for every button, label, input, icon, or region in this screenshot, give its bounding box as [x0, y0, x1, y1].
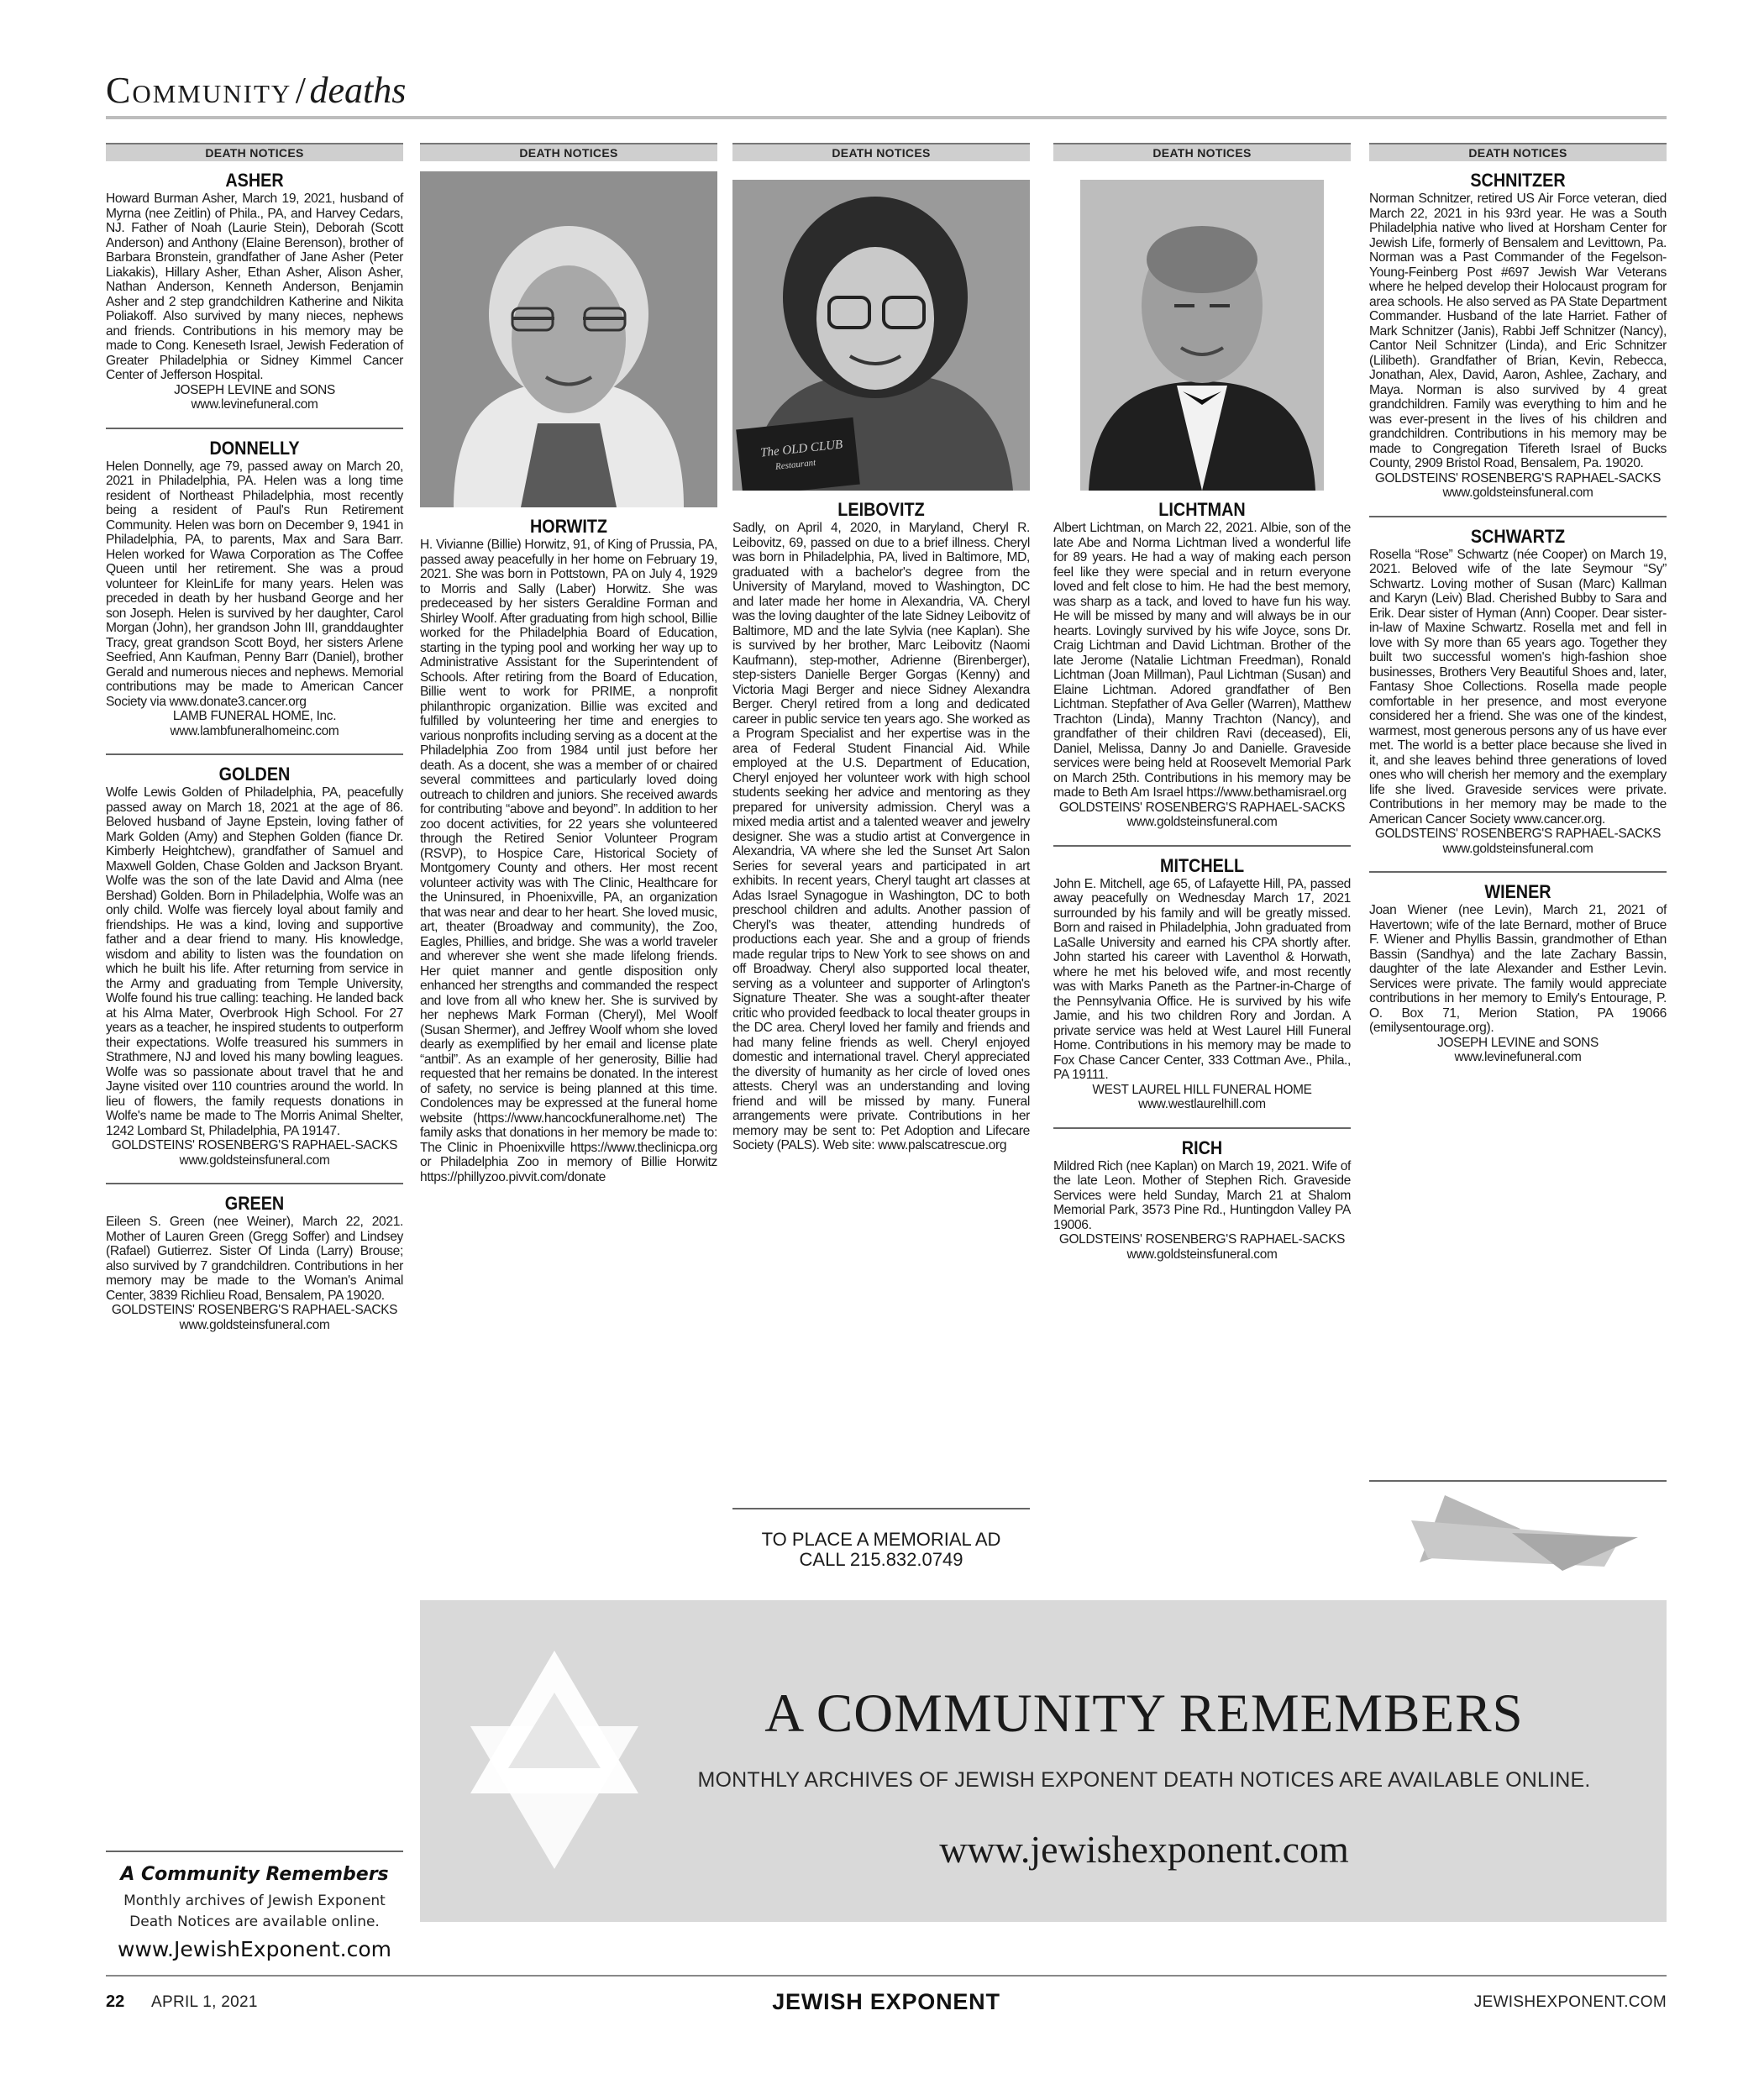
funeral-home: GOLDSTEINS' ROSENBERG'S RAPHAEL-SACKS: [1374, 470, 1662, 486]
column-header: DEATH NOTICES: [1369, 143, 1667, 161]
footer-website-link[interactable]: JEWISHEXPONENT.COM: [1473, 1993, 1667, 2011]
section-title: Community: [106, 70, 292, 111]
funeral-home: LAMB FUNERAL HOME, Inc.: [172, 709, 337, 723]
funeral-home-website[interactable]: www.goldsteinsfuneral.com: [1442, 486, 1593, 500]
memorial-ad-phone[interactable]: CALL 215.832.0749: [799, 1549, 963, 1570]
funeral-home: GOLDSTEINS' ROSENBERG'S RAPHAEL-SACKS: [1058, 800, 1346, 815]
section-slash: /: [295, 70, 306, 111]
header-rule: [106, 116, 1667, 119]
notice-body: Norman Schnitzer, retired US Air Force veteran, died March 22, 2021 in his 93rd year. He was a South Philadelphia native who lived at Horsham Center for Jewish Life, formerly of Bensalem and Levittown, Pa. Norman was a Past Commander of the Fegelson-Young-Feinberg Post #697 Jewish War Veterans where he helped develop their Holocaust program for area schools. He also served as PA State Department Commander. Husband of the late Harriet. Father of Mark Schnitzer (Janis), Rabbi Jeff Schnitzer (Nancy), Cantor Neil Schnitzer (Linda), and Eric Schnitzer (Lilibeth). Grandfather of Brian, Kevin, Rebecca, Jonathan, Alex, David, Aaron, Ashlee, Zachary, and Maya. Norman is also survived by 4 great grandchildren. Family was everything to him and he was ever-present in the lives of his children and grandchildren. Contributions in his memory may be made to Congregation Tifereth Israel of Bucks County, 2909 Bristol Road, Bensalem, Pa. 19020.: [1369, 192, 1667, 470]
star-of-david-icon: [454, 1634, 655, 1886]
notice-body: Helen Donnelly, age 79, passed away on March 20, 2021 in Philadelphia, PA. Helen was a long time resident of Northeast Philadelphia, most recently being a resident of Paul's Run Retirement Community. Helen was born on December 9, 1941 in Philadelphia, PA, to parents, Max and Sara Barr. Helen worked for Wawa Corporation as The Coffee Queen until her retirement. She was a proud volunteer for KleinLife for many years. Helen was preceded in death by her husband George and her son Joseph. Helen is survived by her daughter, Carol Morgan (John), her grandson John III, granddaughter Tracy, great grandson Scott Boyd, her sisters Arlene Seefried, Ann Kaufman, Penny Barr (Daniel), brother Gerald and numerous nieces and nephews. Memorial contributions may be made to American Cancer Society via www.donate3.cancer.org: [106, 459, 403, 709]
funeral-home-website[interactable]: www.levinefuneral.com: [1454, 1050, 1582, 1064]
funeral-home-website[interactable]: www.lambfuneralhomeinc.com: [170, 723, 339, 738]
promo-url-link[interactable]: www.JewishExponent.com: [118, 1937, 391, 1961]
death-notice: [106, 753, 403, 1168]
notice-body: Sadly, on April 4, 2020, in Maryland, Cheryl R. Leibovitz, 69, passed on due to a brief illness. Cheryl was born in Philadelphia, PA, lived in Baltimore, MD, graduated with a bachelor's degree from the University of Maryland, moved to Washington, DC and later made her home in Alexandria, VA. Cheryl was the loving daughter of the late Sidney Leibovitz of Baltimore, MD and the late Sylvia (nee Kaplan). She is survived by her brother, Marc Leibovitz (Naomi Kaufmann), step-mother, Adrienne (Birenberger), step-sisters Danielle Berger Gorgas (Kenny) and Victoria Magi Berger and niece Sidney Alexandra Berger. Cheryl retired from a long and dedicated career in public service ten years ago. She worked as a Program Specialist and her expertise was in the area of Federal Student Financial Aid. While employed at the U.S. Department of Education, Cheryl enjoyed her volunteer work with high school students seeking her advice and mentoring as they prepared for university admission. Cheryl was a mixed media artist and a talented weaver and jewelry designer. She was a studio artist at Convergence in Alexandria, VA where she led the Sunset Art Salon Series for several years and participated in art exhibits. In recent years, Cheryl taught art classes at Adas Israel Synagogue in Washington, DC to both preschool children and adults. Another passion of Cheryl's was theater, attending hundreds of productions each year. She and a group of friends made regular trips to New York to see shows on and off Broadway. Cheryl also supported local theater, serving as a volunteer and supporter of Arlington's Signature Theater. She was a sought-after theater critic who provided feedback to local theater groups in the DC area. Cheryl loved her family and friends and had many feline friends as well. Cheryl enjoyed domestic and international travel. Cheryl appreciated the diversity of humanity as her circle of loved ones attests. Cheryl was an understanding and loving friend and will be missed by many. Funeral arrangements were private. Contributions in her memory may be sent to: Pet Adoption and Lifecare Society (PALS). Web site: www.palscatrescue.org: [732, 521, 1030, 1152]
death-notice: [106, 428, 403, 739]
death-notice: [1369, 170, 1667, 501]
funeral-home: JOSEPH LEVINE and SONS: [174, 382, 335, 397]
promo-title: A Community Remembers: [120, 1864, 389, 1885]
death-notice: [1053, 1127, 1351, 1263]
notice-body: Mildred Rich (nee Kaplan) on March 19, 2021. Wife of the late Leon. Mother of Stephen Rich. Graveside Services were held Sunday, March 21 at Shalom Memorial Park, 3573 Pine Rd., Huntingdon Valley PA 19006.: [1053, 1158, 1351, 1232]
community-remembers-banner: [420, 1600, 1667, 1922]
promo-line2: Death Notices are available online.: [129, 1914, 380, 1930]
photo-sign-text: The OLD CLUB: [759, 438, 843, 460]
notice-name: WIENER: [1484, 881, 1551, 902]
column-2: [420, 143, 717, 1184]
death-notice: [420, 516, 717, 1184]
funeral-home-website[interactable]: www.goldsteinsfuneral.com: [179, 1152, 330, 1168]
memorial-ad-callout: [732, 1508, 1030, 1570]
star-of-david-icon: [1394, 1487, 1646, 1579]
funeral-home-website[interactable]: www.goldsteinsfuneral.com: [1126, 1247, 1278, 1262]
column-5-end-rule: [1369, 1480, 1667, 1482]
footer-rule: [106, 1975, 1667, 1977]
portrait-photo: [732, 180, 1030, 491]
notice-name: SCHNITZER: [1470, 170, 1566, 191]
notice-name: GREEN: [224, 1193, 285, 1214]
column-header: DEATH NOTICES: [732, 143, 1030, 161]
portrait-lichtman-image: [1080, 180, 1324, 491]
funeral-home-website[interactable]: www.goldsteinsfuneral.com: [179, 1317, 330, 1332]
publication-name: JEWISH EXPONENT: [772, 1989, 1000, 2014]
memorial-ad-line1: TO PLACE A MEMORIAL AD: [761, 1529, 1001, 1550]
portrait-photo: [420, 171, 717, 507]
funeral-home-website[interactable]: www.goldsteinsfuneral.com: [1126, 815, 1278, 829]
notice-body: Albert Lichtman, on March 22, 2021. Albie, son of the late Abe and Norma Lichtman lived a wonderful life for 89 years. He had a way of making each person feel like they were special and in return everyone loved and felt close to him. He had the best memory, was sharp as a tack, and loved to have fun his way. He will be missed by many and will always be in our hearts. Lovingly survived by his wife Joyce, sons Dr. Craig Lichtman and David Lichtman. Brother of the late Jerome (Natalie Lichtman Freedman), Ronald Lichtman (Joan Millman), Paul Lichtman (Susan) and Elaine Lichtman. Adored grandfather of Ben Lichtman. Stepfather of Ava Geller (Warren), Matthew Trachton (Linda), Manny Trachton (Nancy), and grandfather of their children Ravi (deceased), Eli, Daniel, Melissa, Danny Jo and Danielle. Graveside services were being held at Roosevelt Memorial Park on March 25th. Contributions in his memory may be made to Beth Am Israel https://www.bethamisrael.org: [1053, 521, 1351, 800]
death-notice: [732, 499, 1030, 1153]
notice-name: ASHER: [225, 170, 284, 191]
column-header: DEATH NOTICES: [1053, 143, 1351, 161]
notice-body: Wolfe Lewis Golden of Philadelphia, PA, peacefully passed away on March 18, 2021 at the age of 86. Beloved husband of Jayne Epstein, loving father of Mark Golden (Amy) and Stephen Golden (fiance Dr. Kimberly Heightchew), grandfather of Samuel and Maxwell Golden, Chase Golden and Jackson Bryant. Wolfe was the son of the late David and Alma (nee Bershad) Golden. Born in Philadelphia, Wolfe was an only child. Wolfe was fiercely loyal about family and friendships. He was a kind, loving and supportive father and a dear friend to many. His knowledge, wisdom and ability to listen was the foundation on which he built his life. After returning from service in the Army and graduating from Temple University, Wolfe found his true calling: teaching. He landed back at his Alma Mater, Overbrook High School. For 27 years as a teacher, he inspired students to outperform their expectations. Wolfe treasured his summers in Strathmere, NJ and loved his many bowling leagues. Wolfe was so passionate about travel that he and Jayne visited over 110 countries around the world. In lieu of flowers, the family requests donations in Wolfe's name be made to The Morris Animal Shelter, 1242 Lombard St, Philadelphia, PA 19147.: [106, 785, 403, 1138]
column-5: [1369, 143, 1667, 1065]
notice-name: GOLDEN: [218, 764, 291, 785]
funeral-home-website[interactable]: www.westlaurelhill.com: [1138, 1097, 1266, 1111]
community-remembers-promo: [106, 1851, 403, 1965]
notice-name: MITCHELL: [1159, 854, 1245, 876]
section-subtitle: deaths: [309, 70, 407, 111]
column-header: DEATH NOTICES: [420, 143, 717, 161]
funeral-home: JOSEPH LEVINE and SONS: [1437, 1035, 1599, 1050]
photo-sign-subtext: Restaurant: [774, 457, 816, 472]
death-notice: [1053, 845, 1351, 1112]
portrait-photo: [1080, 180, 1324, 491]
funeral-home: WEST LAUREL HILL FUNERAL HOME: [1092, 1082, 1312, 1097]
column-header: DEATH NOTICES: [106, 143, 403, 161]
notice-name: HORWITZ: [529, 516, 608, 537]
portrait-leibovitz-image: [732, 180, 1030, 491]
notice-body: Howard Burman Asher, March 19, 2021, husband of Myrna (nee Zeitlin) of Phila., PA, and Harvey Cedars, NJ. Father of Noah (Laurie Stein), Deborah (Scott Anderson) and Anthony (Elaine Berenson), brother of Barbara Bronstein, grandfather of Jane Asher (Peter Liakakis), Hillary Asher, Ethan Asher, Alison Asher, Nathan Anderson, Kenneth Anderson, Benjamin Asher and 2 step grandchildren Katherine and Nikita Poliakoff. Also survived by many nieces, nephews and friends. Contributions in his memory may be made to Cong. Keneseth Israel, Jewish Federation of Greater Philadelphia or Sidney Kimmel Cancer Center of Jefferson Hospital.: [106, 192, 403, 382]
notice-name: SCHWARTZ: [1470, 525, 1566, 547]
page-number: 22: [106, 1992, 125, 2011]
banner-url-link[interactable]: www.jewishexponent.com: [939, 1828, 1349, 1871]
funeral-home-website[interactable]: www.goldsteinsfuneral.com: [1442, 841, 1593, 856]
notice-body: Rosella “Rose” Schwartz (née Cooper) on March 19, 2021. Beloved wife of the late Seymour “Sy” Schwartz. Loving mother of Susan (Marc) Kallman and Karyn (Leiv) Blad. Cherished Bubby to Sara and Erik. Dear sister of Hyman (Ann) Cooper. Dear sister-in-law of Maxine Schwartz. Rosella met and fell in love with Sy more than 65 years ago. Together they built two successful women's high-fashion shoe businesses, Brothers Very Beautiful Shoes and, later, Fantasy Shoe Collections. Rosella made people comfortable in her presence, and most everyone considered her a friend. She was one of the kindest, warmest, most generous persons any of us have ever met. The world is a better place because she lived in it, and she leaves behind three generations of loved ones who will cherish her memory and the exemplary life she lived. Graveside services were private. Contributions in her memory may be made to the American Cancer Society www.cancer.org.: [1369, 547, 1667, 827]
notice-name: LEIBOVITZ: [837, 499, 925, 520]
portrait-horwitz-image: [420, 171, 717, 507]
page-footer: [106, 1989, 1667, 2018]
issue-date: APRIL 1, 2021: [151, 1993, 258, 2011]
notice-body: Joan Wiener (nee Levin), March 21, 2021 of Havertown; wife of the late Bernard, mother of Bruce F. Wiener and Phyllis Bassin, grandmother of Ethan Bassin (Sandhya) and the late Zachary Bassin, daughter of the late Alexander and Esther Levin. Services were private. The family would appreciate contributions in her memory to Emily's Entourage, P. O. Box 71, Merion Station, PA 19066 (emilysentourage.org).: [1369, 903, 1667, 1035]
death-notice: [1369, 516, 1667, 857]
funeral-home-website[interactable]: www.levinefuneral.com: [191, 397, 318, 412]
funeral-home: GOLDSTEINS' ROSENBERG'S RAPHAEL-SACKS: [1058, 1232, 1346, 1247]
column-3: [732, 143, 1030, 1153]
promo-line1: Monthly archives of Jewish Exponent: [123, 1893, 386, 1909]
notice-name: LICHTMAN: [1158, 499, 1246, 520]
notice-body: John E. Mitchell, age 65, of Lafayette Hill, PA, passed away peacefully on Wednesday March 17, 2021 surrounded by his family and will be greatly missed. Born and raised in Philadelphia, John graduated from LaSalle University and earned his CPA shortly after. John started his career with Laventhol & Horwath, where he met his beloved wife, and most recently was with Marks Paneth as the Partner-in-Charge of the Pennsylvania Office. He is survived by his wife Jamie, and his two children Rory and Jordan. A private service was held at West Laurel Hill Funeral Home. Contributions in his memory may be made to Fox Chase Cancer Center, 333 Cottman Ave., Phila., PA 19111.: [1053, 876, 1351, 1082]
section-header: [106, 69, 1668, 118]
death-notice: [1369, 871, 1667, 1065]
banner-subtitle: MONTHLY ARCHIVES OF JEWISH EXPONENT DEATH NOTICES ARE AVAILABLE ONLINE.: [697, 1768, 1591, 1792]
death-notice: [106, 1183, 403, 1332]
death-notice: [1053, 499, 1351, 830]
banner-title: A COMMUNITY REMEMBERS: [764, 1683, 1524, 1744]
notice-body: Eileen S. Green (nee Weiner), March 22, 2021. Mother of Lauren Green (Gregg Soffer) and Lindsey (Rafael) Gutierrez. Sister Of Linda (Larry) Brouse; also survived by 7 grandchildren. Contributions in her memory may be made to the Woman's Animal Center, 3839 Richlieu Road, Bensalem, PA 19020.: [106, 1215, 403, 1303]
column-4: [1053, 143, 1351, 1262]
funeral-home: GOLDSTEINS' ROSENBERG'S RAPHAEL-SACKS: [1374, 827, 1662, 841]
death-notice: [106, 170, 403, 412]
column-1: [106, 143, 403, 1332]
notice-body: H. Vivianne (Billie) Horwitz, 91, of King of Prussia, PA, passed away peacefully in her home on February 19, 2021. She was born in Pottstown, PA on July 4, 1929 to Morris and Sally (Laber) Horwitz. She was predeceased by her sisters Geraldine Forman and Shirley Woolf. After graduating from high school, Billie worked for the Philadelphia Board of Education, starting in the typing pool and working her way up to Administrative Assistant for the Superintendent of Schools. After retiring from the Board of Education, Billie went to work for PRIME, a nonprofit philanthropic organization. Billie was excited and fulfilled by volunteering her time and energies to various nonprofits including serving as a docent at the Philadelphia Zoo from 1984 until just before her death. As a docent, she was a member of or chaired several committees and particularly loved doing outreach to children and juniors. She received awards for contributing “above and beyond”. In addition to her zoo docent activities, for 22 years she volunteered through the Retired Senior Volunteer Program (RSVP), to Hospice Care, Historical Society of Montgomery County and others. Her most recent volunteer activity was with The Clinic, Healthcare for the Uninsured, in Phoenixville, PA, an organization that was near and dear to her heart. She loved music, art, theater (Broadway and community), the Zoo, Eagles, Phillies, and bridge. She was a world traveler and wherever she went she made lifelong friends. Her quiet manner and gentle disposition only enhanced her strengths and commanded the respect and love from all who knew her. She is survived by her nephews Mark Forman (Cheryl), Mel Woolf (Susan Shermer), and Jeffrey Woolf whom she loved dearly as exemplified by her email and license plate “antbil”. As an example of her generosity, Billie had requested that her remains be donated. In the interest of safety, no service is being planned at this time. Condolences may be expressed at the funeral home website (https://www.hancockfuneralhome.net) The family asks that donations in her memory be made to: The Clinic in Phoenixville https://www.theclinicpa.org or Philadelphia Zoo in memory of Billie Horwitz https://phillyzoo.pivvit.com/donate: [420, 538, 717, 1184]
notice-name: RICH: [1181, 1137, 1223, 1158]
funeral-home: GOLDSTEINS' ROSENBERG'S RAPHAEL-SACKS: [111, 1138, 398, 1152]
funeral-home: GOLDSTEINS' ROSENBERG'S RAPHAEL-SACKS: [111, 1303, 398, 1317]
notice-name: DONNELLY: [209, 437, 300, 459]
